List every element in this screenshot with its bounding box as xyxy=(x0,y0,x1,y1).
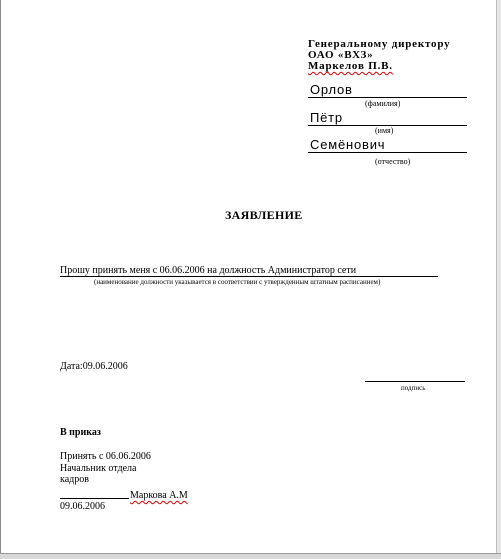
order-position-line-1: Начальник отдела xyxy=(60,463,137,474)
request-text[interactable]: Прошу принять меня с 06.06.2006 на должность Администратор сети xyxy=(60,265,438,277)
order-position-line-2: кадров xyxy=(60,474,89,485)
name-field[interactable]: Пётр xyxy=(308,110,467,126)
addressee-line-3: Маркелов П.В. xyxy=(308,60,393,72)
addressee-line-1: Генеральному директору xyxy=(308,38,451,50)
page-border-right xyxy=(496,0,501,558)
surname-field[interactable]: Орлов xyxy=(308,82,467,98)
patronymic-caption: (отчество) xyxy=(375,157,411,166)
signature-line xyxy=(365,381,465,382)
application-date[interactable]: Дата:09.06.2006 xyxy=(60,361,128,372)
signature-caption: подпись xyxy=(401,384,426,392)
document-title: ЗАЯВЛЕНИЕ xyxy=(225,208,303,222)
order-signer: Маркова А.М xyxy=(130,490,188,501)
surname-caption: (фамилия) xyxy=(365,99,401,108)
order-accept-text: Принять с 06.06.2006 xyxy=(60,451,151,462)
request-note: (наименование должности указывается в соответствии с утвержденным штатным расписанием) xyxy=(94,278,381,286)
page-border-left xyxy=(0,0,1,558)
order-signature-line xyxy=(60,498,129,499)
addressee-line-2: ОАО «ВХЗ» xyxy=(308,49,374,61)
order-title: В приказ xyxy=(60,427,101,438)
page-border-bottom xyxy=(0,553,501,559)
order-date: 09.06.2006 xyxy=(60,501,105,512)
patronymic-field[interactable]: Семёнович xyxy=(308,137,467,153)
name-caption: (имя) xyxy=(375,126,394,135)
